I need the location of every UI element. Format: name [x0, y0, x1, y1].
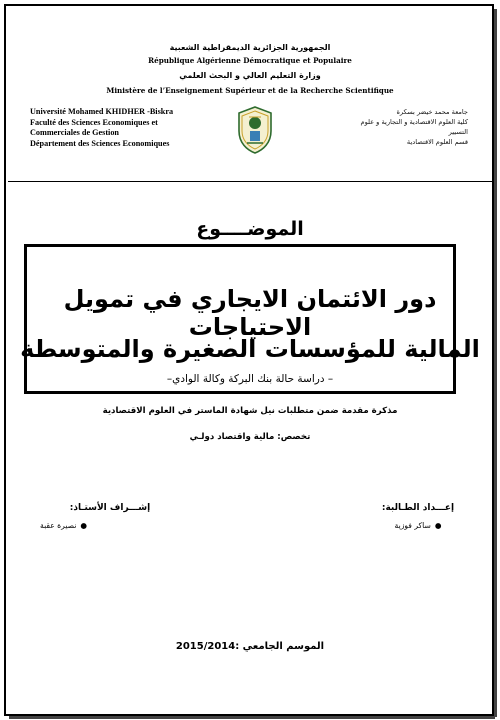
thesis-title-line2: المالية للمؤسسات الصغيرة والمتوسطة — [20, 335, 480, 363]
student-name: ساكر فوزية — [394, 521, 431, 530]
university-block-arabic — [308, 107, 468, 147]
university-block-french — [30, 107, 215, 149]
topic-label: الموضــــوع — [196, 218, 304, 240]
academic-year: الموسم الجامعي :2015/2014 — [175, 641, 325, 652]
ministry-arabic: وزارة التعليم العالي و البحث العلمي — [179, 71, 321, 80]
republic-french: République Algérienne Démocratique et Populaire — [148, 56, 352, 65]
ministry-french: Ministère de l’Enseignement Supérieur et de la Recherche Scientifique — [106, 86, 394, 95]
student-entry — [370, 521, 470, 530]
bullet-icon: ● — [434, 521, 442, 530]
faculty-line1-fr: Faculté des Sciences Economiques et — [30, 117, 158, 127]
university-name-fr: Université Mohamed KHIDHER -Biskra — [30, 107, 174, 116]
faculty-line2-ar: التسيير — [448, 128, 468, 136]
republic-arabic: الجمهورية الجزائرية الديمقراطية الشعبية — [169, 43, 331, 52]
faculty-line2-fr: Commerciales de Gestion — [30, 128, 119, 137]
faculty-line1-ar: كلية العلوم الاقتصادية و التجارية و علوم — [360, 118, 468, 126]
case-study-subtitle: – دراسة حالة بنك البركة وكالة الوادي– — [166, 373, 334, 385]
bullet-icon: ● — [80, 521, 87, 530]
thesis-title-line1: دور الائتمان الايجاري في تمويل الاحتياجات — [63, 285, 437, 341]
department-ar: قسم العلوم الاقتصادية — [406, 138, 468, 146]
supervisor-name: نصيرة عقبة — [40, 521, 77, 530]
supervisor-label: إشـــراف الأستـاذ: — [69, 503, 151, 513]
department-fr: Département des Sciences Economiques — [30, 138, 170, 148]
specialization: تخصص: مالية واقتصاد دولـي — [189, 432, 311, 442]
header-separator — [8, 181, 492, 182]
university-name-ar: جامعة محمد خيضر بسكرة — [396, 108, 468, 116]
student-label: إعـــداد الطـالبة: — [381, 503, 455, 513]
supervisor-entry — [40, 521, 170, 530]
university-logo-icon — [235, 105, 275, 155]
memo-description: مذكرة مقدمة ضمن متطلبات نيل شهادة الماستر في العلوم الاقتصادية — [102, 406, 398, 416]
